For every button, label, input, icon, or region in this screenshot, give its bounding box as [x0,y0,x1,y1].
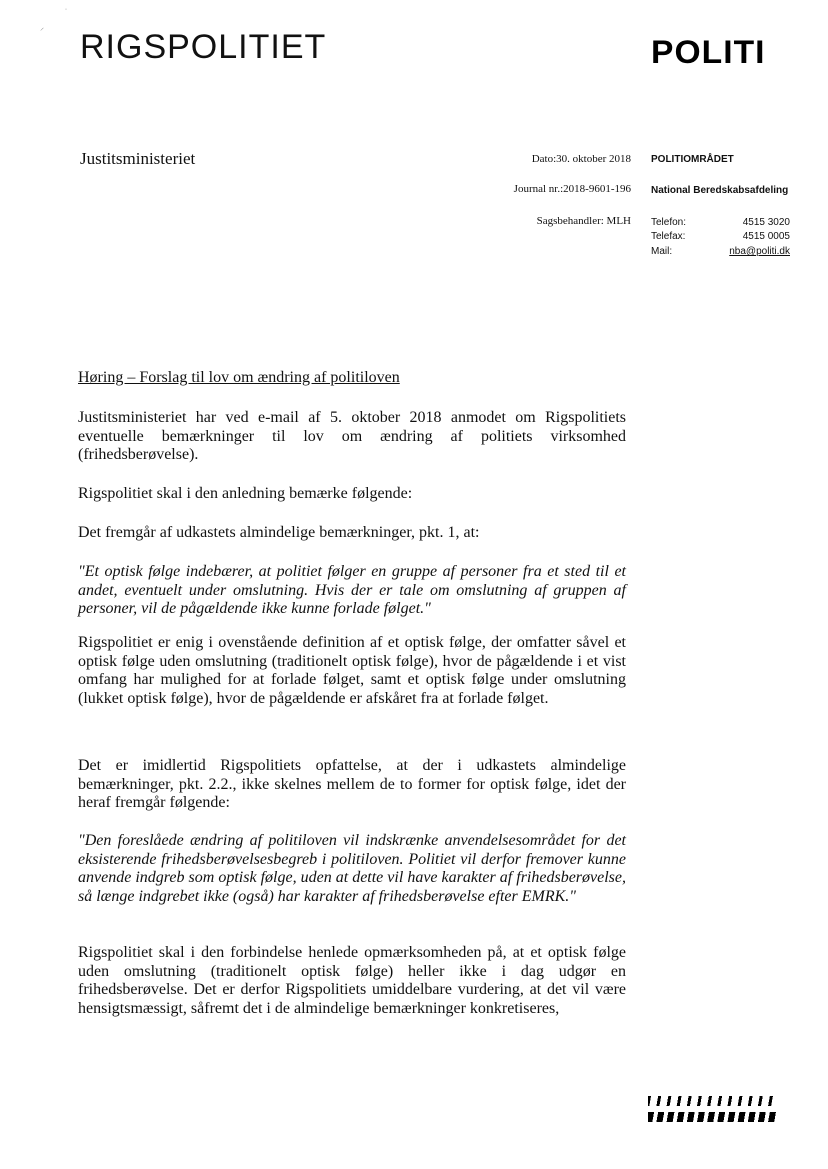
fax-label: Telefax: [651,231,686,242]
organization-header: RIGSPOLITIET [80,28,327,66]
sender-area: POLITIOMRÅDET [651,154,734,165]
paragraph: Rigspolitiet skal i den anledning bemærke følgende: [78,485,413,502]
fax-value: 4515 0005 [742,231,790,242]
paragraph: Justitsministeriet har ved e-mail af 5. oktober 2018 anmodet om Rigspolitiets eventuelle bemærkninger til lov om ændring af politiets virksomhed (frihedsberøvelse). [78,409,626,463]
footer-stripe-graphic [648,1112,778,1122]
footer-stripe-graphic [648,1096,778,1106]
politi-logo: POLITI [651,34,766,70]
scan-speck: ˙ [64,8,68,17]
paragraph: Rigspolitiet er enig i ovenstående definition af et optisk følge, der omfatter såvel et optisk følge uden omslutning (traditionelt optisk følge), hvor de pågældende i et vist omfang har mulighed for at forlade følget, samt et optisk følge under omslutning (lukket optisk følge), hvor de pågældende er afskåret fra at forlade følget. [78,634,626,707]
paragraph: Det er imidlertid Rigspolitiets opfattelse, at der i udkastets almindelige bemærkninger, pkt. 2.2., ikke skelnes mellem de to former for optisk følge, idet der heraf fremgår følgende: [78,757,626,811]
phone-value: 4515 3020 [742,217,790,228]
paragraph: Det fremgår af udkastets almindelige bemærkninger, pkt. 1, at: [78,524,480,541]
recipient: Justitsministeriet [80,149,196,168]
subject-line: Høring – Forslag til lov om ændring af politiloven [78,369,400,386]
phone-label: Telefon: [651,217,687,228]
quote: "Den foreslåede ændring af politiloven vil indskrænke anvendelsesområdet for det eksisterende frihedsberøvelsesbegreb i politiloven. Politiet vil derfor fremover kunne anvende indgreb som optisk følge, uden at dette vil have karakter af frihedsberøvelse, så længe indgrebet ikke (også) har karakter af frihedsberøvelse efter EMRK." [78,832,626,905]
paragraph: Rigspolitiet skal i den forbindelse henlede opmærksomheden på, at et optisk følge uden omslutning (traditionelt optisk følge) heller ikke i dag udgør en frihedsberøvelse. Det er derfor Rigspolitiets umiddelbare vurdering, at det vil være hensigtsmæssigt, såfremt det i de almindelige bemærkninger konkretiseres, [78,944,626,1017]
date: Dato:30. oktober 2018 [531,153,631,165]
mail-label: Mail: [651,246,673,257]
scan-speck: ⸝ [40,23,44,32]
sender-department: National Beredskabsafdeling [651,185,789,196]
journal-number: Journal nr.:2018-9601-196 [513,183,631,195]
case-officer: Sagsbehandler: MLH [536,215,631,227]
mail-link[interactable]: nba@politi.dk [729,246,790,257]
quote: "Et optisk følge indebærer, at politiet følger en gruppe af personer fra et sted til et andet, eventuelt under omslutning. Hvis der er tale om omslutning af gruppen af personer, vil de pågældende ikke kunne forlade følget." [78,563,626,617]
